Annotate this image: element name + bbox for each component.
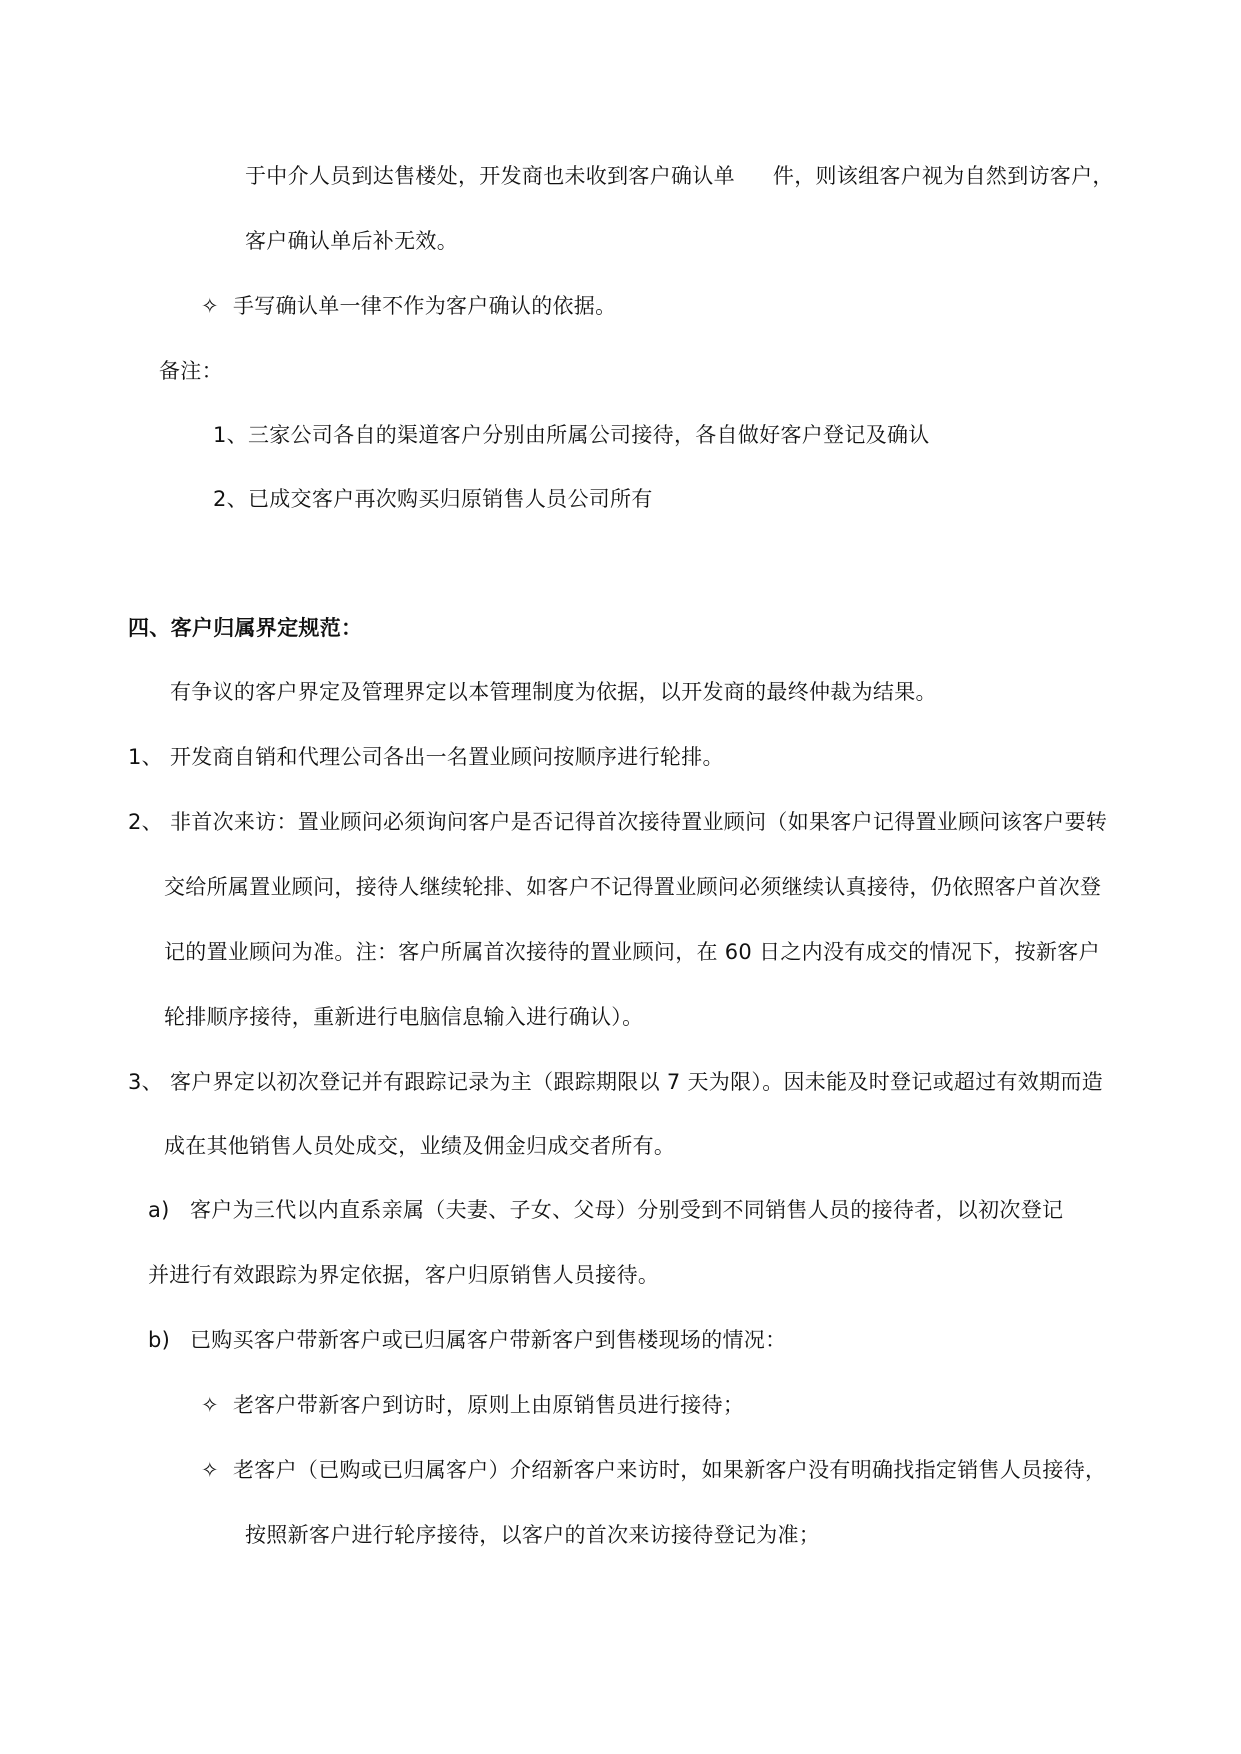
list-item (128, 808, 1107, 836)
text-line (245, 162, 1114, 190)
bullet-item (201, 1456, 1106, 1484)
list-text: 非首次来访：置业顾问必须询问客户是否记得首次接待置业顾问（如果客户记得置业顾问该客户要转 (170, 810, 1108, 834)
list-number: 3、 (128, 1070, 163, 1094)
list-number: 2、 (128, 810, 163, 834)
list-text: 开发商自销和代理公司各出一名置业顾问按顺序进行轮排。 (170, 745, 724, 769)
remark-title: 备注： (159, 359, 223, 383)
list-number: 1、 (128, 745, 163, 769)
list-item (128, 743, 724, 771)
remark-item: 1、三家公司各自的渠道客户分别由所属公司接待，各自做好客户登记及确认 (213, 423, 930, 447)
bullet-icon: ✧ (201, 1393, 219, 1417)
bullet-text-continued: 按照新客户进行轮序接待，以客户的首次来访接待登记为准； (245, 1523, 821, 1547)
intro-paragraph: 有争议的客户界定及管理界定以本管理制度为依据，以开发商的最终仲裁为结果。 (170, 680, 937, 704)
list-text-continued: 轮排顺序接待，重新进行电脑信息输入进行确认）。 (164, 1005, 644, 1029)
text-line: 客户确认单后补无效。 (245, 229, 458, 253)
sub-item-text: 已购买客户带新客户或已归属客户带新客户到售楼现场的情况： (190, 1328, 787, 1352)
bullet-item (201, 1391, 744, 1419)
sub-item-label: a) (148, 1198, 170, 1222)
remark-item: 2、已成交客户再次购买归原销售人员公司所有 (213, 487, 653, 511)
sub-item (148, 1326, 786, 1354)
text-fragment: 件，则该组客户视为自然到访客户， (772, 164, 1114, 188)
text-fragment: 于中介人员到达售楼处，开发商也未收到客户确认单 (245, 164, 735, 188)
bullet-text: 老客户带新客户到访时，原则上由原销售员进行接待； (233, 1393, 745, 1417)
bullet-icon: ✧ (201, 1458, 219, 1482)
list-text-continued: 交给所属置业顾问，接待人继续轮排、如客户不记得置业顾问必须继续认真接待，仍依照客户首次登 (164, 875, 1102, 899)
sub-item-text: 客户为三代以内直系亲属（夫妻、子女、父母）分别受到不同销售人员的接待者，以初次登记 (190, 1198, 1064, 1222)
sub-item-continued: 并进行有效跟踪为界定依据，客户归原销售人员接待。 (148, 1263, 660, 1287)
sub-item-label: b) (148, 1328, 171, 1352)
list-text: 客户界定以初次登记并有跟踪记录为主（跟踪期限以 7 天为限）。因未能及时登记或超过有效期而造 (170, 1070, 1104, 1094)
bullet-icon: ✧ (201, 294, 219, 318)
list-text-continued: 记的置业顾问为准。注：客户所属首次接待的置业顾问，在 60 日之内没有成交的情况下，按新客户 (164, 940, 1100, 964)
bullet-item (201, 292, 616, 320)
list-item (128, 1068, 1103, 1096)
bullet-text: 手写确认单一律不作为客户确认的依据。 (233, 294, 617, 318)
sub-item (148, 1196, 1063, 1224)
list-text-continued: 成在其他销售人员处成交，业绩及佣金归成交者所有。 (164, 1134, 676, 1158)
bullet-text: 老客户（已购或已归属客户）介绍新客户来访时，如果新客户没有明确找指定销售人员接待， (233, 1458, 1107, 1482)
section-heading: 四、客户归属界定规范： (128, 616, 363, 640)
